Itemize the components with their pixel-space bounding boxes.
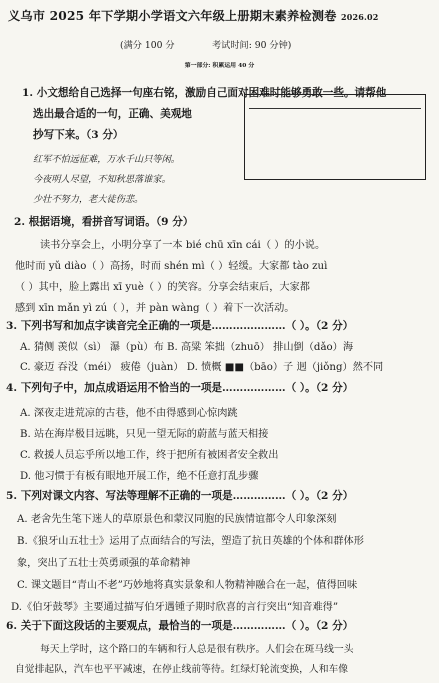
- q5-title: 5. 下列对课文内容、写法等理解不正确的一项是……………（ ）。（2 分）: [6, 490, 354, 502]
- part1-heading: 第一部分: 积累运用 40 分: [184, 62, 255, 69]
- q6-passage-line1: 每天上学时，这个路口的车辆和行人总是很有秩序。人们会在斑马线一头: [40, 644, 354, 655]
- q3-options-ab: A. 猜侧 羡似（sì） 瀑（pù）布 B. 高粱 笨拙（zhuō） 排山倒（dǎo）海: [20, 342, 354, 353]
- q1-option-1: 红军不怕远征难，万水千山只等闲。: [33, 154, 180, 165]
- q6-title: 6. 关于下面这段话的主要观点，最恰当的一项是……………（ ）。（2 分）: [6, 620, 354, 632]
- q4-option-d: D. 他习惯于有板有眼地开展工作，绝不任意打乱步骤: [20, 471, 259, 482]
- q5-option-b-cont: 象，突出了五壮士英勇顽强的革命精神: [17, 558, 191, 569]
- q3-options-cd: C. 豪迈 吞没（méi） 疲倦（juàn） D. 愤概 ■■（bāo）子 迥（jiǒng）然不同: [20, 362, 384, 373]
- q1-option-3: 少壮不努力，老大徒伤悲。: [33, 194, 144, 205]
- exam-date: 2026.02: [340, 12, 379, 22]
- q1-line1: 1. 小文想给自己选择一句座右铭，激励自己面对困难时能够勇敢一些。请帮他: [22, 87, 387, 99]
- q6-passage-line2: 自觉排起队，汽车也平平减速，在停止线前等待。红绿灯轮流变换，人和车像: [15, 664, 349, 675]
- q2-title: 2. 根据语境，看拼音写词语。（9 分）: [14, 216, 194, 228]
- q3-title: 3. 下列书写和加点字读音完全正确的一项是…………………（ ）。（2 分）: [6, 320, 354, 332]
- full-score: (满分 100 分: [120, 40, 175, 51]
- q1-option-2: 今夜明人尽望，不知秋思落谁家。: [33, 174, 171, 185]
- q4-option-b: B. 站在海岸极目远眺，只见一望无际的蔚蓝与蓝天相接: [20, 429, 269, 440]
- q2-line1: 读书分享会上，小明分享了一本 bié chū xīn cái（ ）的小说。: [40, 240, 326, 251]
- answer-box-line: [249, 108, 421, 109]
- exam-title: [8, 7, 379, 24]
- q1-line3: 抄写下来。（3 分）: [33, 129, 124, 141]
- q4-option-a: A. 深夜走进荒凉的古巷，他不由得感到心惊肉跳: [20, 408, 238, 419]
- q5-option-b: B.《狼牙山五壮士》运用了点面结合的写法，塑造了抗日英雄的个体和群体形: [17, 536, 364, 547]
- q2-line2: 他时而 yǔ diào（ ）高扬，时而 shén mì（ ）轻缓。大家都 tào zuì: [15, 261, 328, 272]
- q5-option-c: C. 课文题目“青山不老”巧妙地将真实景象和人物精神融合在一起，值得回味: [17, 580, 358, 591]
- q1-answer-box[interactable]: [244, 94, 426, 180]
- exam-title-text: 义乌市 2025 年下学期小学语文六年级上册期末素养检测卷: [8, 9, 337, 23]
- q4-option-c: C. 救援人员忘乎所以地工作，终于把所有被困者安全救出: [20, 450, 279, 461]
- q2-line4: 感到 xīn mǎn yì zú（ ），并 pàn wàng（ ）着下一次活动。: [15, 303, 295, 314]
- q1-line2: 选出最合适的一句，正确、美观地: [33, 108, 192, 120]
- q2-line3: （ ）其中，脸上露出 xī yuè（ ）的笑容。分享会结束后，大家都: [15, 282, 310, 293]
- q5-option-a: A. 老舍先生笔下迷人的草原景色和蒙汉同胞的民族情谊都令人印象深刻: [17, 514, 337, 525]
- q5-option-d: D.《伯牙鼓琴》主要通过描写伯牙遇锺子期时欣喜的言行突出“知音难得”: [11, 602, 339, 613]
- exam-time: 考试时间: 90 分钟): [212, 40, 292, 51]
- q4-title: 4. 下列句子中，加点成语运用不恰当的一项是………………（ ）。（2 分）: [6, 382, 354, 394]
